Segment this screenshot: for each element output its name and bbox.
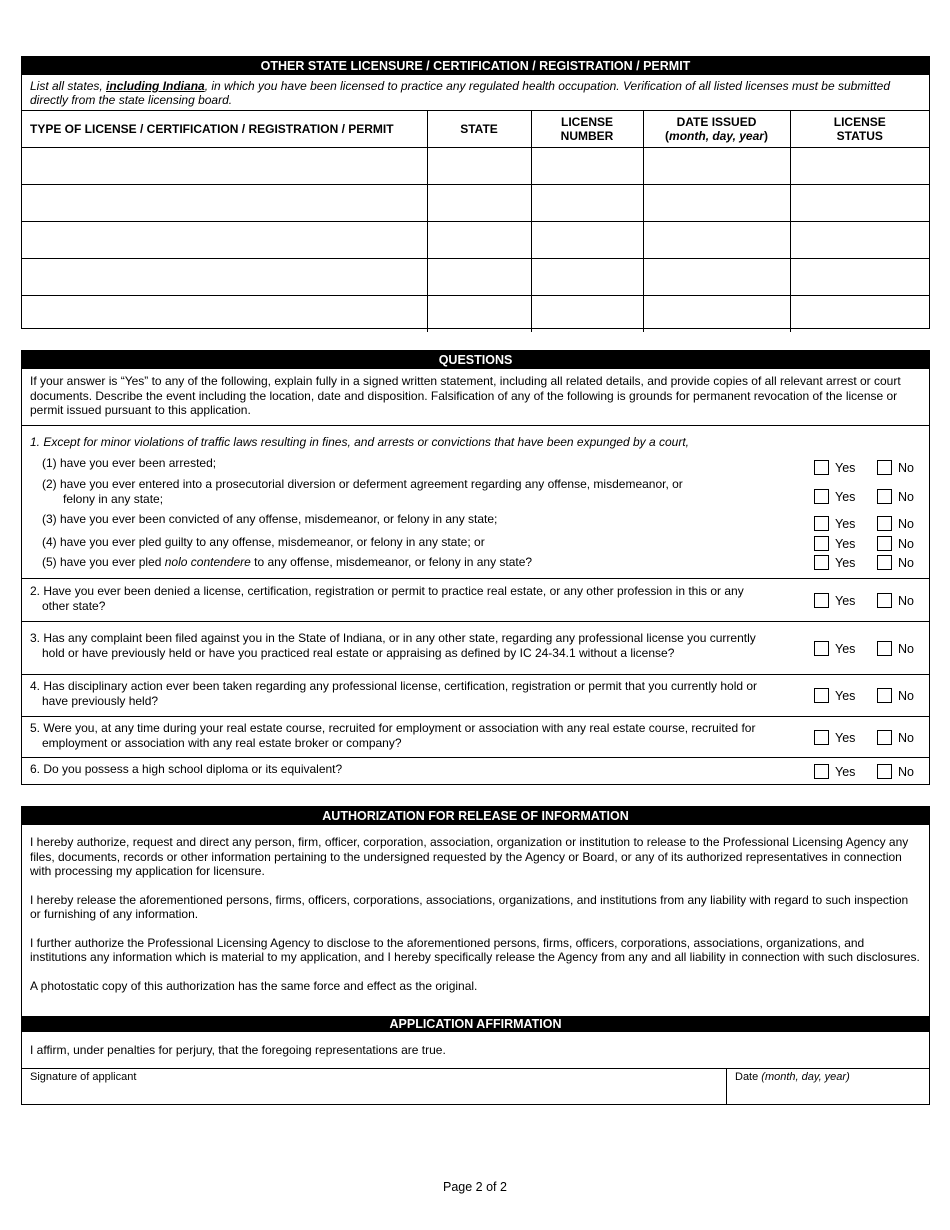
licensure-table <box>22 111 929 332</box>
affirmation-text: I affirm, under penalties for perjury, that the foregoing representations are true. <box>30 1043 446 1057</box>
table-row <box>22 184 929 221</box>
table-cell[interactable] <box>790 295 929 332</box>
date-hint: (month, day, year) <box>761 1071 850 1083</box>
no-checkbox[interactable] <box>877 516 892 531</box>
no-checkbox[interactable] <box>877 536 892 551</box>
table-cell[interactable] <box>643 258 790 295</box>
question-4 <box>22 674 929 716</box>
table-cell[interactable] <box>643 295 790 332</box>
table-cell[interactable] <box>643 184 790 221</box>
col-state: STATE <box>427 111 531 147</box>
question-3-text: 3. Has any complaint been filed against you in the State of Indiana, or in any other state, regarding any professional license you currently hold or have previously held or have you practiced real estate or appraising as defined by IC 24-34.1 without a license? <box>30 631 756 660</box>
question-2-answer: Yes No <box>814 593 924 608</box>
table-cell[interactable] <box>790 184 929 221</box>
no-checkbox[interactable] <box>877 555 892 570</box>
table-row <box>22 258 929 295</box>
authorization-body <box>22 825 929 993</box>
table-cell[interactable] <box>531 221 643 258</box>
no-checkbox[interactable] <box>877 688 892 703</box>
col-license-status: LICENSE STATUS <box>790 111 929 147</box>
question-1-lead: 1. Except for minor violations of traffic laws resulting in fines, and arrests or convictions that have been expunged by a court, <box>30 435 690 449</box>
question-2-text: 2. Have you ever been denied a license, certification, registration or permit to practice real estate, or any other profession in this or any other state? <box>30 584 744 613</box>
question-2 <box>22 578 929 621</box>
table-cell[interactable] <box>531 258 643 295</box>
licensure-instructions: List all states, including Indiana, in which you have been licensed to practice any regulated health occupation. Verification of all listed licenses must be submitted directly from the state licensing board. <box>22 75 929 111</box>
affirmation-title: APPLICATION AFFIRMATION <box>22 1016 929 1032</box>
yes-checkbox[interactable] <box>814 536 829 551</box>
question-3-answer: Yes No <box>814 641 924 656</box>
licensure-section <box>21 56 930 329</box>
question-3 <box>22 621 929 674</box>
table-cell[interactable] <box>427 147 531 184</box>
question-6-answer: Yes No <box>814 764 924 779</box>
yes-checkbox[interactable] <box>814 460 829 475</box>
table-cell[interactable] <box>531 147 643 184</box>
authorization-paragraph: I hereby authorize, request and direct any person, firm, officer, corporation, association, organization or institution to release to the Professional Licensing Agency any files, documents, records or other information pertaining to the undersigned requested by the Agency or Board, or any of its authorized representatives in connection with processing my application for licensure. <box>30 835 909 878</box>
question-5-text: 5. Were you, at any time during your real estate course, recruited for employment or association with any real estate course, recruited for employment or association with any real estate broker or company? <box>30 721 756 750</box>
signature-field[interactable] <box>22 1069 727 1105</box>
yes-checkbox[interactable] <box>814 641 829 656</box>
authorization-paragraph: I hereby release the aforementioned persons, firms, officers, corporations, associations, organizations, and institutions from any liability with regard to such inspection or furnishing of any information. <box>30 892 909 921</box>
col-date-issued: DATE ISSUED (month, day, year) <box>643 111 790 147</box>
signature-label: Signature of applicant <box>30 1071 137 1083</box>
table-cell[interactable] <box>427 221 531 258</box>
table-row <box>22 295 929 332</box>
no-checkbox[interactable] <box>877 460 892 475</box>
no-checkbox[interactable] <box>877 641 892 656</box>
table-row <box>22 221 929 258</box>
questions-section <box>21 350 930 785</box>
authorization-title: AUTHORIZATION FOR RELEASE OF INFORMATION <box>22 807 929 825</box>
question-1-5: (5) have you ever pled nolo contendere to any offense, misdemeanor, or felony in any state? <box>42 555 533 569</box>
question-1-3-answer: Yes No <box>814 516 924 531</box>
col-license-number: LICENSE NUMBER <box>531 111 643 147</box>
no-checkbox[interactable] <box>877 764 892 779</box>
questions-title: QUESTIONS <box>22 351 929 369</box>
authorization-paragraph: I further authorize the Professional Licensing Agency to disclose to the aforementioned persons, firms, officers, corporations, associations, organizations, and institutions any information which is material to my application, and I hereby specifically release the Agency from any and all liability in connection with such disclosures. <box>30 935 920 964</box>
authorization-paragraph: A photostatic copy of this authorization has the same force and effect as the original. <box>30 978 478 993</box>
question-1-3: (3) have you ever been convicted of any offense, misdemeanor, or felony in any state; <box>42 512 498 526</box>
col-type: TYPE OF LICENSE / CERTIFICATION / REGISTRATION / PERMIT <box>22 111 427 147</box>
signature-row <box>22 1068 929 1104</box>
licensure-header-row <box>22 111 929 147</box>
question-1 <box>22 425 929 578</box>
question-1-2: (2) have you ever entered into a prosecutorial diversion or deferment agreement regarding any offense, misdemeanor, or felony in any state; <box>42 477 683 506</box>
table-cell[interactable] <box>427 184 531 221</box>
question-1-4: (4) have you ever pled guilty to any offense, misdemeanor, or felony in any state; or <box>42 535 485 549</box>
table-cell[interactable] <box>643 221 790 258</box>
table-cell[interactable] <box>22 184 427 221</box>
no-checkbox[interactable] <box>877 730 892 745</box>
page-number: Page 2 of 2 <box>443 1180 507 1194</box>
question-5 <box>22 716 929 757</box>
question-1-1: (1) have you ever been arrested; <box>42 456 217 470</box>
table-cell[interactable] <box>427 295 531 332</box>
no-checkbox[interactable] <box>877 593 892 608</box>
question-1-4-answer: Yes No <box>814 536 924 551</box>
table-cell[interactable] <box>790 221 929 258</box>
questions-instructions: If your answer is “Yes” to any of the following, explain fully in a signed written statement, including all related details, and provide copies of all relevant arrest or court documents. Describe the event including the location, date and disposition. Falsification of any of the following is grounds for permanent revocation of the license or permit issued pursuant to this application. <box>30 374 901 417</box>
table-cell[interactable] <box>22 295 427 332</box>
no-checkbox[interactable] <box>877 489 892 504</box>
date-field[interactable] <box>727 1069 929 1105</box>
table-cell[interactable] <box>427 258 531 295</box>
table-cell[interactable] <box>531 184 643 221</box>
authorization-section <box>21 806 930 1105</box>
table-cell[interactable] <box>22 221 427 258</box>
table-cell[interactable] <box>531 295 643 332</box>
yes-checkbox[interactable] <box>814 764 829 779</box>
question-1-5-answer: Yes No <box>814 555 924 570</box>
question-6-text: 6. Do you possess a high school diploma or its equivalent? <box>30 762 343 776</box>
question-6 <box>22 757 929 784</box>
table-cell[interactable] <box>22 258 427 295</box>
question-5-answer: Yes No <box>814 730 924 745</box>
yes-checkbox[interactable] <box>814 516 829 531</box>
question-4-text: 4. Has disciplinary action ever been taken regarding any professional license, certification, registration or permit that you currently hold or have previously held? <box>30 679 758 708</box>
question-4-answer: Yes No <box>814 688 924 703</box>
table-cell[interactable] <box>790 258 929 295</box>
table-row <box>22 147 929 184</box>
yes-checkbox[interactable] <box>814 688 829 703</box>
table-cell[interactable] <box>790 147 929 184</box>
date-label: Date <box>735 1071 762 1083</box>
yes-checkbox[interactable] <box>814 593 829 608</box>
table-cell[interactable] <box>22 147 427 184</box>
table-cell[interactable] <box>643 147 790 184</box>
question-1-1-answer: Yes No <box>814 460 924 475</box>
yes-checkbox[interactable] <box>814 555 829 570</box>
yes-checkbox[interactable] <box>814 489 829 504</box>
yes-checkbox[interactable] <box>814 730 829 745</box>
licensure-title: OTHER STATE LICENSURE / CERTIFICATION / REGISTRATION / PERMIT <box>22 57 929 75</box>
question-1-2-answer: Yes No <box>814 489 924 504</box>
